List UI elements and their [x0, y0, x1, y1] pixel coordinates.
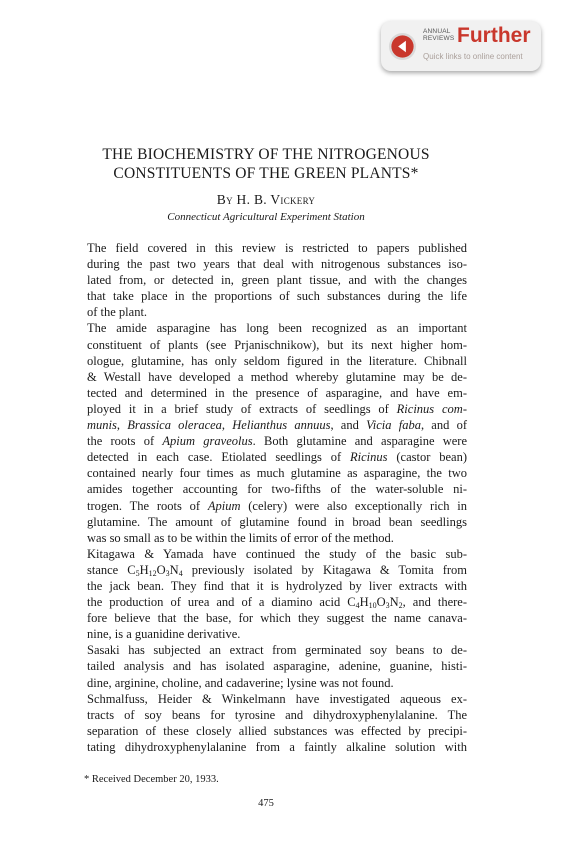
body-line: The field covered in this review is restricted to papers published [87, 241, 467, 255]
body-line: Sasaki has subjected an extract from germinated soy beans to de- [87, 643, 467, 658]
annual-reviews-wordmark [423, 28, 454, 42]
body-line: was so small as to be within the limits of error of the method. [87, 530, 394, 545]
body-line: the production of urea and of a diamino acid $C_4H_{10}O_3N_2$, and there- [87, 595, 467, 611]
body-line: detected in each case. Etiolated seedlings of Ricinus (castor bean) [87, 450, 467, 465]
body-line: stance $C_5H_{12}O_3N_4$ previously isolated by Kitagawa & Tomita from [87, 562, 467, 578]
article-title-line1: THE BIOCHEMISTRY OF THE NITROGENOUS [102, 146, 430, 163]
paragraph-3 [67, 546, 467, 643]
body-line: ologue, glutamine, has only seldom figured in the literature. Chibnall [87, 353, 467, 368]
body-line: separation of these closely allied substances was effected by precipi- [87, 723, 467, 738]
body-line: constituent of plants (see Prjanischnikow), but its next higher hom- [87, 337, 467, 352]
body-line: that take place in the proportions of such substances during the life [87, 289, 467, 304]
body-line: tailed analysis and has isolated asparagine, adenine, guanine, histi- [87, 659, 467, 674]
body-line: of the plant. [87, 305, 148, 320]
body-line: trogen. The roots of Apium (celery) were also exceptionally rich in [87, 498, 467, 513]
body-line: Kitagawa & Yamada have continued the study of the basic sub- [87, 546, 467, 561]
article-title-line2: CONSTITUENTS OF THE GREEN PLANTS* [113, 165, 419, 182]
body-line: dine, arginine, choline, and cadaverine; lysine was not found. [87, 675, 394, 690]
paragraph-1 [67, 240, 467, 320]
body-line: glutamine. The amount of glutamine found in broad bean seedlings [87, 514, 467, 529]
body-line: tracts of soy beans for tyrosine and dihydroxyphenylalanine. The [87, 707, 467, 722]
page-number: 475 [258, 798, 274, 809]
body-line: the roots of Apium graveolus. Both glutamine and asparagine were [87, 434, 468, 449]
body-line: tected and determined in the presence of asparagine, and have em- [87, 385, 467, 400]
body-line: The amide asparagine has long been recognized as an important [87, 321, 467, 336]
body-line: fore believe that the base, for which they suggest the name canava- [87, 611, 467, 626]
body-line: contained nearly four times as much glutamine as asparagine, the two [87, 466, 467, 481]
body-line: munis, Brassica oleracea, Helianthus annuus, and Vicia faba, and of [87, 418, 467, 433]
annual-reviews-further-badge[interactable] [381, 21, 541, 71]
wordmark-line1: ANNUAL [423, 28, 451, 35]
paragraph-2 [67, 320, 467, 545]
body-line: the jack bean. They find that it is hydrolyzed by liver extracts with [87, 578, 467, 593]
body-line: lated from, or detected in, green plant tissue, and with the changes [87, 273, 467, 288]
paragraph-5 [67, 691, 467, 755]
body-line: during the past two years that deal with nitrogenous substances iso- [87, 257, 467, 272]
received-footnote: * Received December 20, 1933. [84, 774, 219, 785]
annual-reviews-play-icon [388, 32, 417, 61]
body-line: tating dihydroxyphenylalanine from a faintly alkaline solution with [87, 739, 467, 754]
body-line: & Westall have developed a method whereby glutamine may be de- [87, 369, 467, 384]
body-line: amides together accounting for two-fifths of the water-soluble ni- [87, 482, 467, 497]
body-line: Schmalfuss, Heider & Winkelmann have investigated aqueous ex- [87, 691, 467, 706]
further-brand: Further [457, 24, 531, 47]
article-body [67, 240, 467, 755]
body-line: nine, is a guanidine derivative. [87, 627, 241, 642]
body-line: ployed it in a brief study of extracts of seedlings of Ricinus com- [87, 401, 467, 416]
author-byline: By H. B. Vickery [216, 192, 316, 207]
paragraph-4 [67, 642, 467, 690]
badge-tagline: Quick links to online content [423, 52, 523, 61]
author-affiliation: Connecticut Agricultural Experiment Station [167, 211, 365, 223]
wordmark-line2: REVIEWS [423, 35, 455, 42]
